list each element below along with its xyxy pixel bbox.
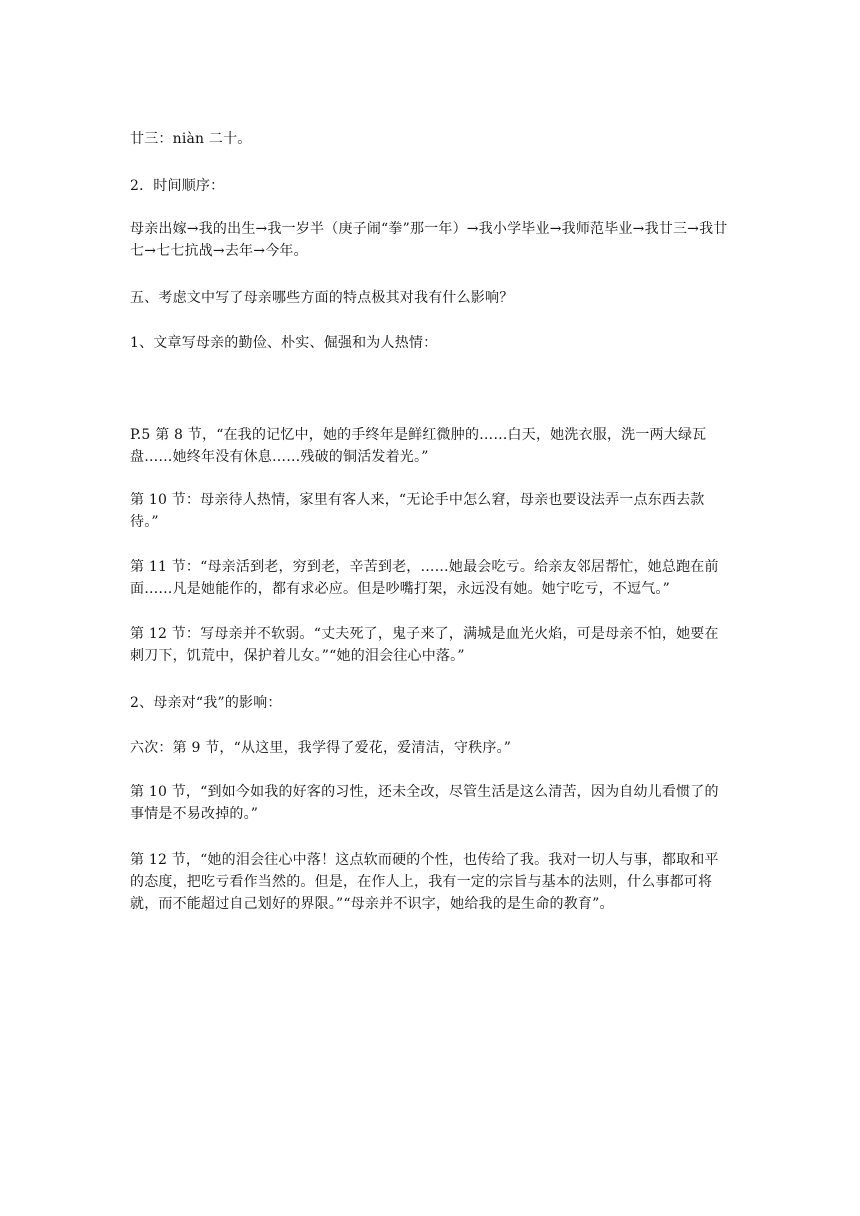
paragraph-section-11-quote: 第 11 节：“母亲活到老，穷到老，辛苦到老，……她最会吃亏。给亲友邻居帮忙，她总跑在前面……凡是她能作的，都有求必应。但是吵嘴打架，永远没有她。她宁吃亏，不逗气。” [130, 559, 719, 597]
paragraph-mother-traits-heading: 1、文章写母亲的勤俭、朴实、倔强和为人热情： [130, 335, 438, 351]
paragraph-section-8-quote: P.5 第 8 节，“在我的记忆中，她的手终年是鲜红微肿的……白天，她洗衣服，洗一两大绿瓦盘……她终年没有休息……残破的铜活发着光。” [130, 427, 707, 465]
paragraph-influence-heading: 2、母亲对“我”的影响： [130, 695, 282, 711]
paragraph-section-five-question: 五、考虑文中写了母亲哪些方面的特点极其对我有什么影响？ [130, 290, 514, 306]
paragraph-nian-san-definition: 廿三：niàn 二十。 [130, 131, 252, 147]
paragraph-section-12-strength: 第 12 节：写母亲并不软弱。“丈夫死了，鬼子来了，满城是血光火焰，可是母亲不怕，她要在刺刀下，饥荒中，保护着儿女。”“她的泪会往心中落。” [130, 626, 719, 664]
paragraph-section-10-hospitality: 第 10 节：母亲待人热情，家里有客人来，“无论手中怎么窘，母亲也要设法弄一点东西去款待。” [130, 492, 705, 530]
paragraph-time-order-sequence: 母亲出嫁→我的出生→我一岁半（庚子闹“拳”那一年）→我小学毕业→我师范毕业→我廿三→我廿七→七七抗战→去年→今年。 [130, 221, 728, 259]
paragraph-influence-section-10: 第 10 节，“到如今如我的好客的习性，还未全改，尽管生活是这么清苦，因为自幼儿看惯了的事情是不易改掉的。” [130, 784, 719, 822]
paragraph-influence-section-12: 第 12 节，“她的泪会往心中落！这点软而硬的个性，也传给了我。我对一切人与事，都取和平的态度，把吃亏看作当然的。但是，在作人上，我有一定的宗旨与基本的法则，什么事都可将就，而不能超过自己划好的界限。”“母亲并不识字，她给我的是生命的教育”。 [130, 852, 719, 912]
paragraph-time-order-heading: 2．时间顺序： [130, 178, 225, 194]
paragraph-influence-section-9: 六次：第 9 节，“从这里，我学得了爱花，爱清洁，守秩序。” [130, 740, 512, 756]
